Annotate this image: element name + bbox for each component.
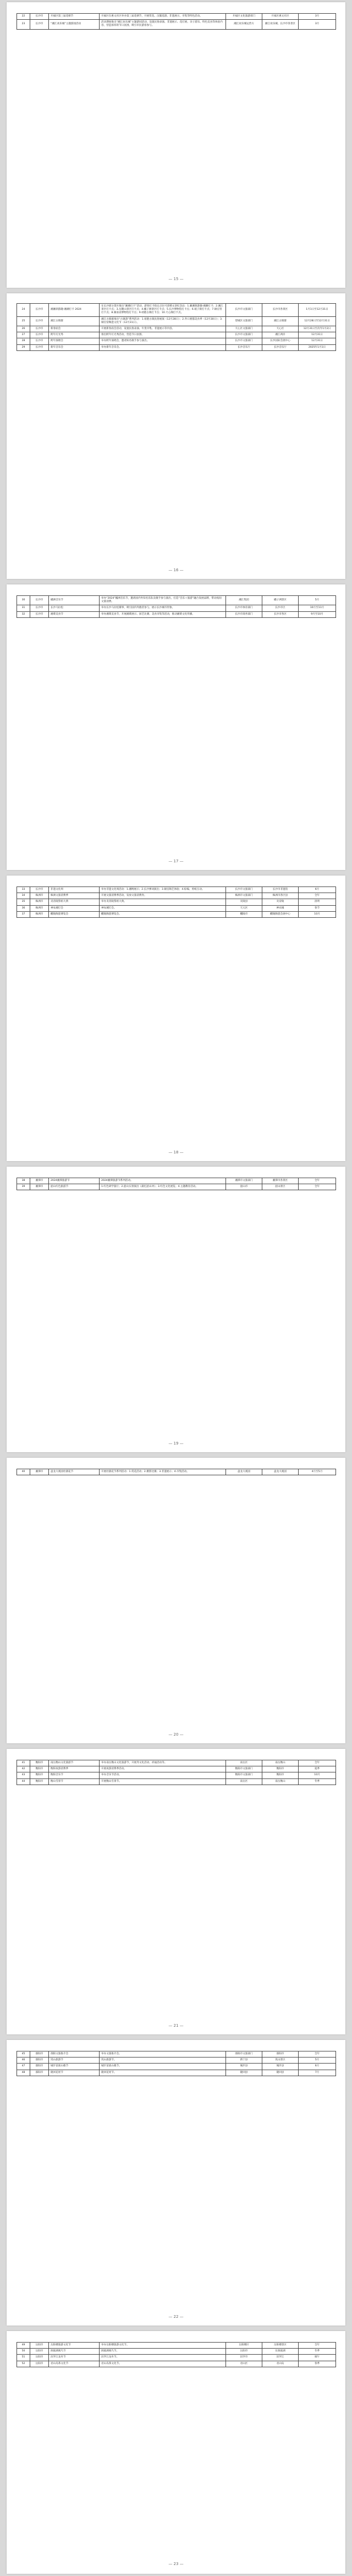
cell-time: 全年 [299, 893, 336, 899]
page-number: — 18 — [168, 1150, 184, 1155]
cell-organizer: 长沙市文旅部门 [226, 332, 262, 338]
cell-venue: 东洞庭湖 [262, 2349, 299, 2355]
table-row [17, 1184, 336, 1190]
cell-no: 23 [17, 20, 30, 29]
table-row [17, 899, 336, 905]
cell-no: 29 [17, 344, 30, 350]
events-table [16, 886, 336, 918]
cell-venue: 岳阳楼景区 [262, 2343, 299, 2349]
cell-time: 9月至10月 [299, 611, 336, 617]
cell-organizer: 天心区文旅部门 [226, 326, 262, 332]
cell-time: 端午 [299, 2355, 336, 2361]
cell-venue: 南岳衡山 [262, 1760, 299, 1766]
events-table [16, 2051, 336, 2076]
cell-no: 51 [17, 2355, 30, 2361]
cell-venue: 湘潭市各景区 [262, 1178, 299, 1184]
cell-time: 冬季 [299, 1778, 336, 1785]
events-table [16, 1178, 336, 1190]
cell-content: 开展夜游消费季活动。 [100, 1766, 226, 1772]
cell-time: 全年 [299, 2343, 336, 2349]
cell-event: 衡阳夜游消费季 [49, 1766, 100, 1772]
cell-time: 10月至11月 [299, 605, 336, 611]
cell-event: 隆回花瑶节 [49, 2070, 100, 2076]
cell-time: 夏季 [299, 1766, 336, 1772]
cell-content: 举办炎帝陵祭祖大典。 [100, 899, 226, 905]
cell-time: 12月31日至次年1月2日 [299, 326, 336, 332]
cell-organizer: 湘江集团 [226, 596, 262, 605]
cell-content: 开展衡山雪景节。 [100, 1778, 226, 1785]
cell-content: 举办文旅推介会。 [100, 2051, 226, 2058]
cell-event: 岳阳楼旅游文化节 [49, 2343, 100, 2349]
document-page [7, 2, 345, 288]
cell-content: 开福区在惠文社区举办第三届花朝节，开展赏花、汉服巡游、非遗展示、市集等特色活动。 [100, 14, 226, 20]
cell-organizer: 衡阳市文旅部门 [226, 1772, 262, 1778]
cell-no: 44 [17, 1778, 30, 1785]
cell-no: 38 [17, 1178, 30, 1184]
cell-content: 洞庭湖观鸟节。 [100, 2349, 226, 2355]
cell-district: 邵阳市 [30, 2051, 49, 2058]
table-row [17, 1766, 336, 1772]
cell-time: 2025年1月1日 [299, 344, 336, 350]
cell-no: 36 [17, 905, 30, 911]
cell-event: 炎帝陵祭祖大典 [49, 899, 100, 905]
cell-content: 醴陵陶瓷博览会。 [100, 911, 226, 917]
page-number: — 23 — [168, 2562, 184, 2566]
page-number: — 20 — [168, 1732, 184, 1737]
cell-event: 湘湘刹游趣·湘潮打卡 2024 [49, 304, 100, 317]
cell-no: 30 [17, 596, 30, 605]
cell-organizer: 隆回县 [226, 2070, 262, 2076]
cell-organizer: 韶山市 [226, 1184, 262, 1190]
cell-organizer: 新宁县 [226, 2058, 262, 2064]
cell-organizer: 汨罗市 [226, 2355, 262, 2361]
cell-district: 长沙市 [30, 338, 49, 344]
cell-time: 10月 [299, 1772, 336, 1778]
cell-organizer: 株洲市文旅部门 [226, 893, 262, 899]
cell-venue: 湘江两岸 [262, 332, 299, 338]
cell-content: 开展新春庙会活动，设置民俗表演、年货市集、非遗展示等内容。 [100, 326, 226, 332]
cell-content: 举办音乐节活动。 [100, 1772, 226, 1778]
cell-content: 在长沙部分景区推出“湘潮打卡”活动，游客打卡指定点位可获赠文创纪念品：1.湘湘刹游趣·湘潮打卡；2.湘江景区打卡点；3.岳麓山景区打卡点；4.橘子洲景区打卡点；5.长沙博物馆打卡点；6.坡子街打卡点；7.铜官窑打卡点；8.湖南省博物馆打卡点；9.靖港古镇打卡点；10.天心阁打卡点。 [100, 304, 226, 317]
cell-content: 举办“2024”橘洲音乐节，邀请国内外知名乐队及歌手参与演出，打造“音乐＋旅游”融合发展品牌，带动夜间文旅消费。 [100, 596, 226, 605]
page-number: — 19 — [168, 1441, 184, 1446]
table-row [17, 1178, 336, 1184]
table-row [17, 2064, 336, 2070]
cell-organizer: 长沙市体育部门 [226, 605, 262, 611]
table-row [17, 14, 336, 20]
cell-event: 非遗文化周 [49, 887, 100, 893]
cell-event: 衡山雪景节 [49, 1778, 100, 1785]
cell-time: 10月 [299, 911, 336, 917]
cell-district: 长沙市 [30, 304, 49, 317]
document-page [7, 1458, 345, 1743]
cell-district: 株洲市 [30, 911, 49, 917]
cell-organizer: 湘江欢乐城运营方 [226, 20, 262, 29]
cell-venue: 隆回县 [262, 2070, 299, 2076]
cell-event: 跨年灯光秀 [49, 332, 100, 338]
cell-district: 邵阳市 [30, 2070, 49, 2076]
cell-organizer: 城步县 [226, 2064, 262, 2070]
cell-organizer: 岳阳楼区 [226, 2343, 262, 2349]
cell-event: 君山岛茶文化节 [49, 2361, 100, 2367]
table-row [17, 1772, 336, 1778]
cell-venue: 城步县 [262, 2064, 299, 2070]
cell-venue: 长沙国际会展中心 [262, 338, 299, 344]
table-row [17, 611, 336, 617]
cell-time: 全年 [299, 1178, 336, 1184]
table-row [17, 2058, 336, 2064]
cell-content: 2024湘潭旅游节系列活动。 [100, 1178, 226, 1184]
page-number: — 22 — [168, 2315, 184, 2319]
table-row [17, 1778, 336, 1785]
cell-time: 冬季 [299, 2349, 336, 2355]
cell-no: 43 [17, 1772, 30, 1778]
cell-event: 崀山旅游节 [49, 2058, 100, 2064]
cell-no: 47 [17, 2064, 30, 2070]
cell-venue: 衡阳市 [262, 1766, 299, 1772]
cell-time: 春节 [299, 905, 336, 911]
cell-district: 湘潭市 [30, 1469, 49, 1475]
cell-no: 49 [17, 2343, 30, 2349]
document-page [7, 2040, 345, 2326]
cell-district: 邵阳市 [30, 2058, 49, 2064]
page-number: — 17 — [168, 859, 184, 863]
cell-district: 衡阳市 [30, 1766, 49, 1772]
cell-event: 南岳衡山文化旅游节 [49, 1760, 100, 1766]
cell-event: 汨罗江龙舟节 [49, 2355, 100, 2361]
cell-event: 韶山红色旅游节 [49, 1184, 100, 1190]
cell-venue: 橘子洲景区 [262, 596, 299, 605]
cell-event: 城步苗族山歌节 [49, 2064, 100, 2070]
cell-no: 40 [17, 1469, 30, 1475]
cell-event: 橘洲音乐节 [49, 596, 100, 605]
cell-content: 开展杜鹃花节系列活动：1.赏花活动；2.摄影比赛；3.非遗展示；4.市集活动。 [100, 1469, 226, 1475]
cell-no: 31 [17, 605, 30, 611]
cell-no: 52 [17, 2361, 30, 2367]
cell-district: 湘潭市 [30, 1178, 49, 1184]
cell-time: 全年 [299, 1184, 336, 1190]
cell-content: 举办湘菜美食节，开展湘菜展示、厨艺比赛、美食市集等活动，推动湘菜文化传播。 [100, 611, 226, 617]
cell-district: 长沙市 [30, 605, 49, 611]
cell-time: 12月31日 [299, 332, 336, 338]
table-row [17, 605, 336, 611]
cell-event: 株洲文旅消费季 [49, 893, 100, 899]
cell-content: 举办新年音乐会。 [100, 344, 226, 350]
cell-venue: 长沙市区 [262, 605, 299, 611]
cell-organizer: 衡阳市文旅部门 [226, 1766, 262, 1772]
cell-time: 12月31日 [299, 338, 336, 344]
cell-time: 春季 [299, 2361, 336, 2367]
cell-content: 举办非遗文化周活动：1.湘绣展示；2.长沙弹词演出；3.铜官陶艺体验；4.棕编、剪纸互动。 [100, 887, 226, 893]
document-page [7, 876, 345, 1161]
cell-district: 长沙市 [30, 887, 49, 893]
cell-organizer: 盘龙大观园 [226, 1469, 262, 1475]
page-number: — 15 — [168, 277, 184, 281]
events-table [16, 1469, 336, 1475]
cell-event: 新年音乐会 [49, 344, 100, 350]
table-row [17, 905, 336, 911]
cell-time: 5月 [299, 2058, 336, 2064]
cell-organizer: 望城区文旅部门 [226, 316, 262, 326]
cell-organizer: 湘潭市文旅部门 [226, 1178, 262, 1184]
cell-venue: 汨罗江 [262, 2355, 299, 2361]
table-row [17, 911, 336, 917]
cell-venue: 神农城 [262, 905, 299, 911]
table-row [17, 2355, 336, 2361]
cell-no: 37 [17, 911, 30, 917]
cell-time: 6月 [299, 2064, 336, 2070]
table-row [17, 338, 336, 344]
document-page [7, 293, 345, 579]
cell-content: 君山岛茶文化节。 [100, 2361, 226, 2367]
cell-venue: 开福区惠文社区 [262, 14, 299, 20]
cell-no: 45 [17, 2051, 30, 2058]
cell-district: 岳阳市 [30, 2343, 49, 2349]
cell-district: 株洲市 [30, 893, 49, 899]
cell-organizer: 天元区 [226, 905, 262, 911]
events-table [16, 303, 336, 351]
cell-no: 32 [17, 611, 30, 617]
cell-district: 长沙市 [30, 332, 49, 338]
cell-time: 3月 [299, 20, 336, 29]
cell-venue: 崀山景区 [262, 2058, 299, 2064]
table-row [17, 2343, 336, 2349]
cell-content: 神农城灯会。 [100, 905, 226, 911]
cell-event: 湘菜美食节 [49, 611, 100, 617]
cell-event: 神农城灯会 [49, 905, 100, 911]
cell-no: 22 [17, 14, 30, 20]
cell-event: 2024湘潭旅游节 [49, 1178, 100, 1184]
cell-no: 46 [17, 2058, 30, 2064]
cell-venue: 南岳衡山 [262, 1778, 299, 1785]
cell-event: 长沙马拉松 [49, 605, 100, 611]
cell-district: 长沙市 [30, 596, 49, 605]
cell-venue: 君山岛 [262, 2361, 299, 2367]
cell-no: 33 [17, 887, 30, 893]
cell-no: 41 [17, 1760, 30, 1766]
cell-time: 1月1日至12月31日 [299, 304, 336, 317]
cell-event: 醴陵陶瓷博览会 [49, 911, 100, 917]
cell-time: 12月28日至12月31日 [299, 316, 336, 326]
cell-no: 28 [17, 338, 30, 344]
cell-no: 48 [17, 2070, 30, 2076]
cell-content: 湘江古镇群推出“古镇游”系列活动：1.靖港古镇民俗展演（12月28日）；2.乔口渔都美食季（12月30日）；3.铜官窑陶瓷文化节（12月31日）。 [100, 316, 226, 326]
cell-venue: 韶山景区 [262, 1184, 299, 1190]
cell-venue: 长沙市非遗馆 [262, 887, 299, 893]
cell-content: 汨罗江龙舟节。 [100, 2355, 226, 2361]
cell-organizer: 南岳区 [226, 1778, 262, 1785]
cell-time: 4月至5月 [299, 1469, 336, 1475]
cell-event: 湘江古镇群 [49, 316, 100, 326]
cell-district: 衡阳市 [30, 1778, 49, 1785]
document-page [7, 1167, 345, 1452]
table-row [17, 1469, 336, 1475]
cell-event: 跨年演唱会 [49, 338, 100, 344]
cell-time: 全年 [299, 2051, 336, 2058]
table-row [17, 332, 336, 338]
cell-venue: 炎帝陵 [262, 899, 299, 905]
table-row [17, 316, 336, 326]
events-table [16, 2342, 336, 2367]
cell-no: 34 [17, 893, 30, 899]
document-page [7, 1749, 345, 2034]
cell-district: 长沙市 [30, 20, 49, 29]
cell-event: 邵阳文旅推介会 [49, 2051, 100, 2058]
cell-organizer: 邵阳市文旅部门 [226, 2051, 262, 2058]
cell-venue: 邵阳市 [262, 2051, 299, 2058]
cell-venue: 长沙市各区 [262, 611, 299, 617]
table-row [17, 2349, 336, 2355]
cell-organizer: 长沙市商务部门 [226, 611, 262, 617]
cell-venue: 长沙音乐厅 [262, 344, 299, 350]
cell-district: 长沙市 [30, 611, 49, 617]
cell-time: 5月 [299, 596, 336, 605]
cell-no: 39 [17, 1184, 30, 1190]
cell-organizer: 炎陵县 [226, 899, 262, 905]
events-table [16, 595, 336, 618]
table-row [17, 1760, 336, 1766]
table-row [17, 2070, 336, 2076]
cell-district: 岳阳市 [30, 2349, 49, 2355]
table-row [17, 2361, 336, 2367]
cell-content: 崀山旅游节。 [100, 2058, 226, 2064]
cell-no: 25 [17, 316, 30, 326]
cell-venue: 盘龙大观园 [262, 1469, 299, 1475]
cell-time: 清明 [299, 899, 336, 905]
cell-content: 举办南岳衡山文化旅游节，开展寿文化活动、祈福活动等。 [100, 1760, 226, 1766]
cell-venue: 醴陵陶瓷会展中心 [262, 911, 299, 917]
cell-district: 岳阳市 [30, 2355, 49, 2361]
cell-district: 长沙市 [30, 344, 49, 350]
page-number: — 16 — [168, 568, 184, 572]
cell-content: 隆回花瑶节。 [100, 2070, 226, 2076]
cell-time: 7月 [299, 2070, 336, 2076]
cell-organizer: 长沙市文旅部门 [226, 887, 262, 893]
cell-content: 举办岳阳楼旅游文化节。 [100, 2343, 226, 2349]
table-row [17, 887, 336, 893]
table-row [17, 893, 336, 899]
cell-organizer: 长沙市文旅部门 [226, 338, 262, 344]
table-row [17, 20, 336, 29]
cell-district: 衡阳市 [30, 1772, 49, 1778]
table-row [17, 596, 336, 605]
table-row [17, 304, 336, 317]
cell-content: 举办跨年演唱会，邀请知名歌手参与演出。 [100, 338, 226, 344]
table-row [17, 326, 336, 332]
cell-district: 株洲市 [30, 899, 49, 905]
cell-content: 城步苗族山歌节。 [100, 2064, 226, 2070]
cell-venue: 湘江古镇群 [262, 316, 299, 326]
cell-venue: 株洲市各区县 [262, 893, 299, 899]
document-page [7, 2331, 345, 2574]
cell-organizer: 岳阳市 [226, 2349, 262, 2355]
table-row [17, 2051, 336, 2058]
cell-district: 长沙市 [30, 316, 49, 326]
cell-time: 3月 [299, 14, 336, 20]
cell-district: 长沙市 [30, 326, 49, 332]
cell-time: 全年 [299, 1760, 336, 1766]
cell-district: 长沙市 [30, 14, 49, 20]
cell-venue: 天心区 [262, 326, 299, 332]
document-page [7, 584, 345, 870]
cell-no: 24 [17, 304, 30, 317]
cell-organizer: 长沙音乐厅 [226, 344, 262, 350]
cell-no: 26 [17, 326, 30, 332]
cell-venue: 湘江欢乐城、长沙市各景区 [262, 20, 299, 29]
cell-event: 衡阳音乐节 [49, 1772, 100, 1778]
cell-venue: 衡阳市 [262, 1772, 299, 1778]
cell-content: 举办长沙马拉松赛事，吸引国内外跑者参与，展示长沙城市形象。 [100, 605, 226, 611]
cell-organizer: 南岳区 [226, 1760, 262, 1766]
cell-event: 开福区第三届花朝节 [49, 14, 100, 20]
cell-organizer: 醴陵市 [226, 911, 262, 917]
table-row [17, 344, 336, 350]
cell-organizer: 开福区文化旅游部门 [226, 14, 262, 20]
cell-no: 27 [17, 332, 30, 338]
cell-no: 42 [17, 1766, 30, 1772]
cell-district: 衡阳市 [30, 1760, 49, 1766]
cell-content: 开展文旅消费季活动，发放文旅消费券。 [100, 893, 226, 899]
cell-content: 活动期间推出“湘江欢乐城”主题游园活动，设置民俗表演、非遗展示、花灯展、亲子游乐、特色美食等体验内容，营造浓厚的节日氛围，吸引市民游客参与。 [100, 20, 226, 29]
cell-no: 50 [17, 2349, 30, 2355]
cell-district: 邵阳市 [30, 2064, 49, 2070]
cell-content: 推出跨年灯光秀活动，营造节日氛围。 [100, 332, 226, 338]
cell-event: 盘龙大观园杜鹃花节 [49, 1469, 100, 1475]
cell-district: 岳阳市 [30, 2361, 49, 2367]
cell-organizer: 君山区 [226, 2361, 262, 2367]
cell-content: 1.红色研学旅行；2.韶山实景演出《最忆韶山冲》；3.红色文化展览；4.主题教育活动。 [100, 1184, 226, 1190]
page-number: — 21 — [168, 2023, 184, 2028]
cell-event: “湘江欢乐城”主题游园活动 [49, 20, 100, 29]
cell-district: 株洲市 [30, 905, 49, 911]
cell-event: 洞庭湖观鸟节 [49, 2349, 100, 2355]
events-table [16, 13, 336, 30]
cell-venue: 长沙市各景区 [262, 304, 299, 317]
cell-time: 6月 [299, 887, 336, 893]
cell-organizer: 长沙市文旅部门 [226, 304, 262, 317]
events-table [16, 1760, 336, 1785]
cell-event: 新春庙会 [49, 326, 100, 332]
cell-district: 湘潭市 [30, 1184, 49, 1190]
cell-no: 35 [17, 899, 30, 905]
